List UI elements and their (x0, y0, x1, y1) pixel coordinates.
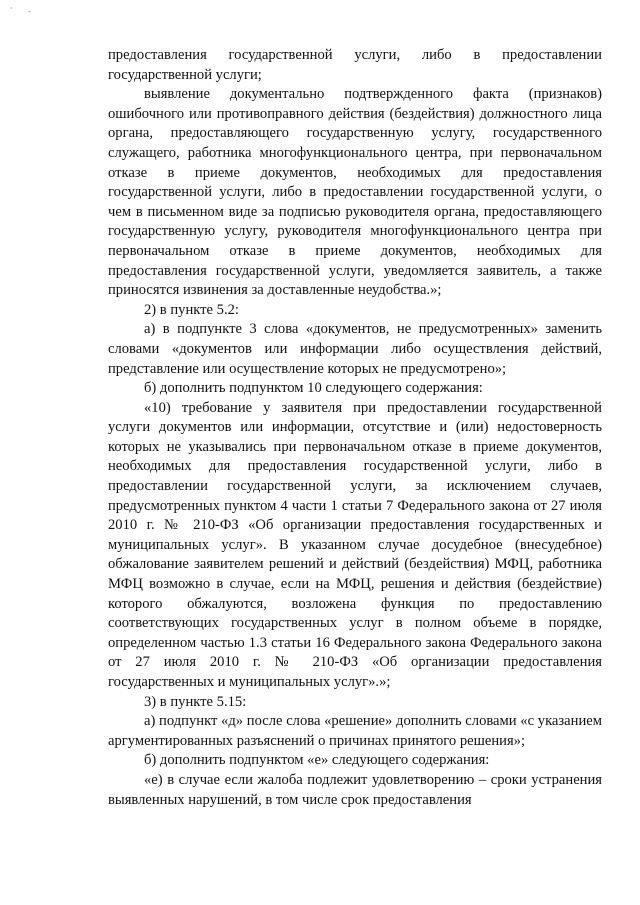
paragraph-subitem-5-15-a: а) подпункт «д» после слова «решение» дополнить словами «с указанием аргументированных разъяснений о причинах принятого решения»; (108, 713, 602, 749)
document-body (108, 46, 602, 810)
paragraph-violation-detection: выявление документально подтвержденного факта (признаков) ошибочного или противоправного действия (бездействия) должностного лица органа, предоставляющего государственную услугу, государственного служащего, работника многофункционального центра, при первоначальном отказе в приеме документов, необходимых для предоставления государственной услуги, либо в предоставлении государственной услуги, о чем в письменном виде за подписью руководителя органа, предоставляющего государственную услугу, руководителя многофункционального центра при первоначальном отказе в приеме документов, необходимых для предоставления государственной услуги, уведомляется заявитель, а также приносятся извинения за доставленные неудобства.»; (108, 86, 602, 299)
paragraph-subitem-5-2-b: б) дополнить подпунктом 10 следующего содержания: (144, 380, 483, 397)
paragraph-item-5-2: 2) в пункте 5.2: (144, 301, 239, 318)
paragraph-subitem-5-15-b: б) дополнить подпунктом «е» следующего содержания: (144, 752, 490, 769)
paragraph-new-subitem-e: «е) в случае если жалоба подлежит удовлетворению – сроки устранения выявленных нарушений, в том числе срок предоставления (108, 771, 602, 808)
scan-speck: - (28, 7, 31, 16)
scan-speck: · (10, 4, 13, 13)
paragraph-new-subitem-10: «10) требование у заявителя при предоставлении государственной услуги документов или информации, отсутствие и (или) недостоверность которых не указывались при первоначальном отказе в приеме документов, необходимых для предоставления государственной услуги, либо в предоставлении государственной услуги, за исключением случаев, предусмотренных пунктом 4 части 1 статьи 7 Федерального закона от 27 июля 2010 г. № 210-ФЗ «Об организации предоставления государственных и муниципальных услуг». В указанном случае досудебное (внесудебное) обжалование заявителем решений и действий (бездействия) МФЦ, работника МФЦ возможно в случае, если на МФЦ, решения и действия (бездействие) которого обжалуются, возложена функция по предоставлению соответствующих государственных услуг в полном объеме в порядке, определенном частью 1.3 статьи 16 Федерального закона Федерального закона от 27 июля 2010 г. № 210-ФЗ «Об организации предоставления государственных и муниципальных услуг».»; (108, 399, 602, 690)
paragraph-item-5-15: 3) в пункте 5.15: (144, 693, 247, 710)
paragraph-continuation: предоставления государственной услуги, либо в предоставлении государственной услуги; (108, 47, 602, 83)
paragraph-subitem-5-2-a: а) в подпункте 3 слова «документов, не предусмотренных» заменить словами «документов или информации либо осуществления действий, представление или осуществление которых не предусмотрено»; (108, 321, 602, 377)
